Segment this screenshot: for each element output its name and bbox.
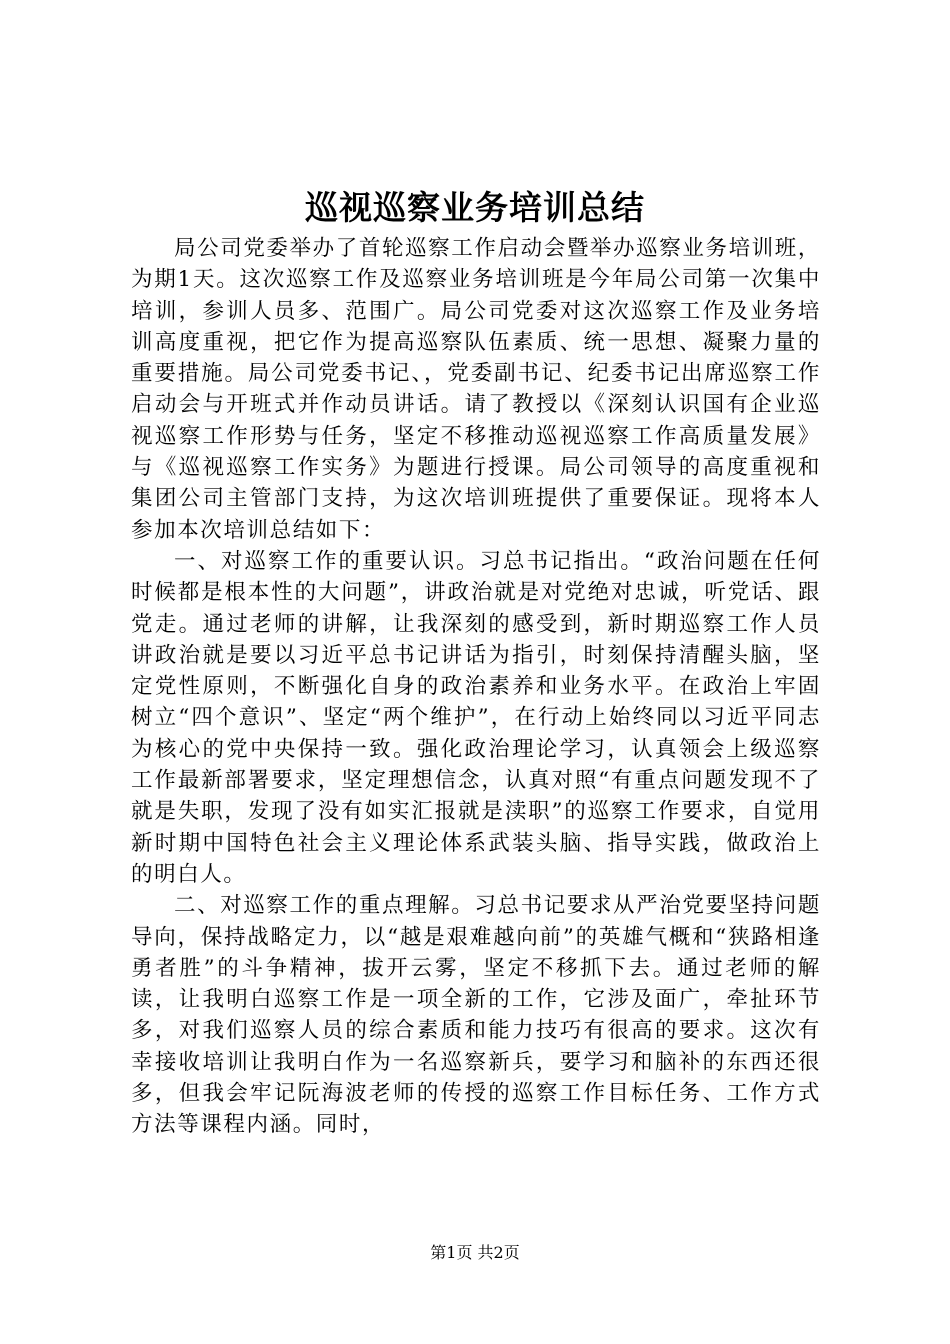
paragraph-intro: 局公司党委举办了首轮巡察工作启动会暨举办巡察业务培训班，为期1天。这次巡察工作及巡察业务培训班是今年局公司第一次集中培训，参训人员多、范围广。局公司党委对这次巡察工作及业务培训高度重视，把它作为提高巡察队伍素质、统一思想、凝聚力量的重要措施。局公司党委书记、，党委副书记、纪委书记出席巡察工作启动会与开班式并作动员讲话。请了教授以《深刻认识国有企业巡视巡察工作形势与任务，坚定不移推动巡视巡察工作高质量发展》与《巡视巡察工作实务》为题进行授课。局公司领导的高度重视和集团公司主管部门支持，为这次培训班提供了重要保证。现将本人参加本次培训总结如下： (131, 236, 821, 543)
page-number-footer: 第1页 共2页 (430, 1243, 520, 1262)
paragraph-section-1: 一、对巡察工作的重要认识。习总书记指出。“政治问题在任何时候都是根本性的大问题”，讲政治就是对党绝对忠诚，听党话、跟党走。通过老师的讲解，让我深刻的感受到，新时期巡察工作人员讲政治就是要以习近平总书记讲话为指引，时刻保持清醒头脑，坚定党性原则，不断强化自身的政治素养和业务水平。在政治上牢固树立“四个意识”、坚定“两个维护”，在行动上始终同以习近平同志为核心的党中央保持一致。强化政治理论学习，认真领会上级巡察工作最新部署要求，坚定理想信念，认真对照“有重点问题发现不了就是失职，发现了没有如实汇报就是渎职”的巡察工作要求，自觉用新时期中国特色社会主义理论体系武装头脑、指导实践，做政治上的明白人。 (131, 548, 821, 887)
document-title: 巡视巡察业务培训总结 (305, 188, 645, 227)
paragraph-section-2: 二、对巡察工作的重点理解。习总书记要求从严治党要坚持问题导向，保持战略定力，以“越是艰难越向前”的英雄气概和“狭路相逢勇者胜”的斗争精神，拔开云雾，坚定不移抓下去。通过老师的解读，让我明白巡察工作是一项全新的工作，它涉及面广，牵扯环节多，对我们巡察人员的综合素质和能力技巧有很高的要求。这次有幸接收培训让我明白作为一名巡察新兵，要学习和脑补的东西还很多，但我会牢记阮海波老师的传授的巡察工作目标任务、工作方式方法等课程内涵。同时， (131, 893, 821, 1138)
document-body (131, 233, 821, 1141)
